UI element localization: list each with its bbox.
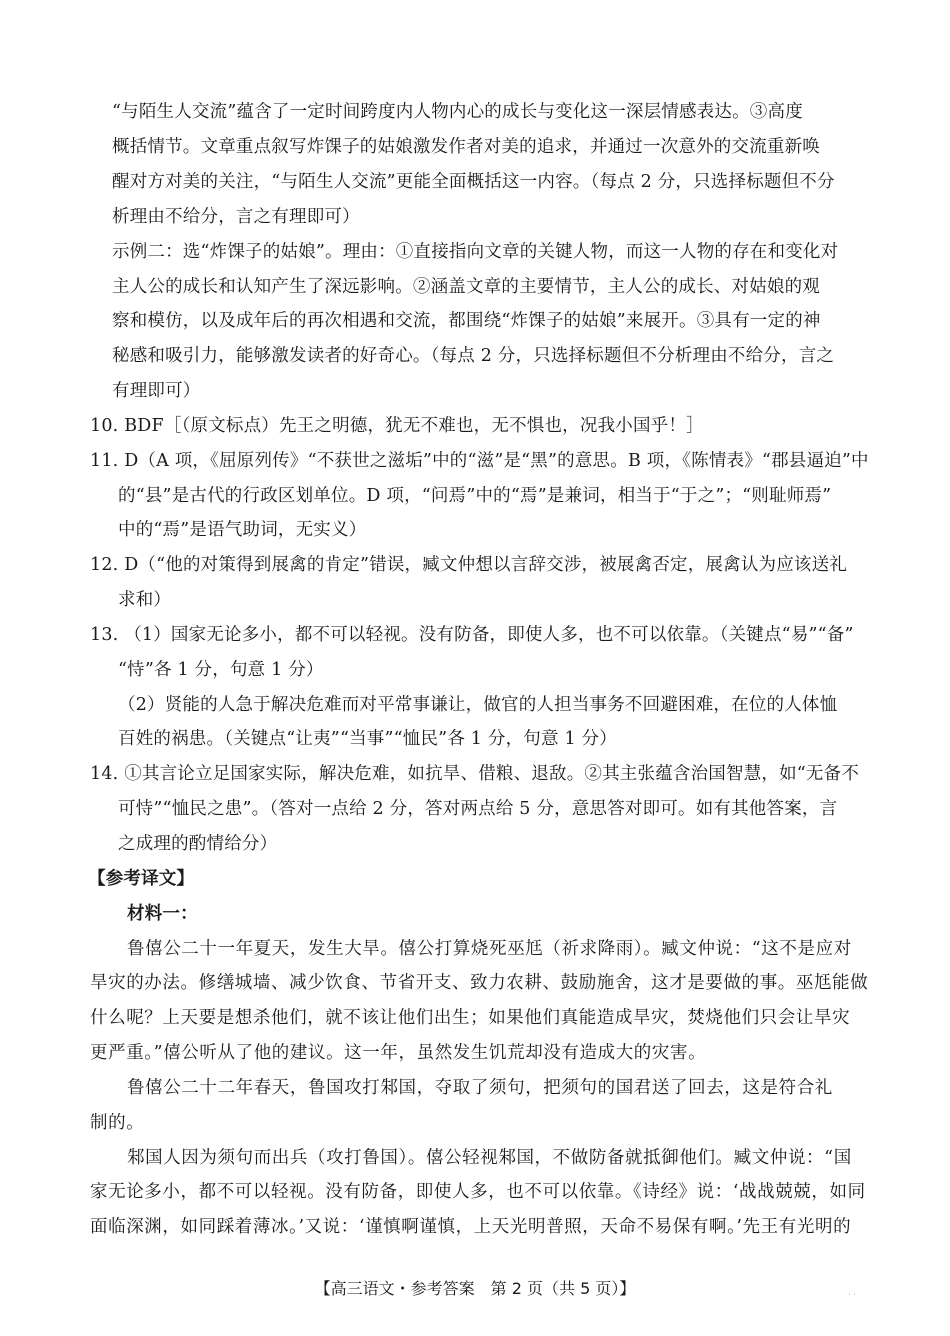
answer-12-line-1: 12. D（“他的对策得到展禽的肯定”错误，臧文仲想以言辞交涉，被展禽否定，展禽认为应该送礼 [90,555,848,575]
translation-para-2-line-2: 制的。 [90,1113,145,1133]
answer-13-line-3: （2）贤能的人急于解决危难而对平常事谦让，做官的人担当事务不回避困难，在位的人体恤 [118,695,838,715]
answer-13-line-1: 13. （1）国家无论多小，都不可以轻视。没有防备，即使人多，也不可以依靠。（关键点“易”“备” [90,625,854,645]
answer-12-line-2: 求和） [118,590,172,610]
translation-para-3-line-3: 面临深渊，如同踩着薄冰。’又说：‘谨慎啊谨慎，上天光明普照，天命不易保有啊。’先王有光明的 [90,1217,852,1237]
answer-10: 10. BDF［（原文标点）先王之明德，犹无不难也，无不惧也，况我小国乎！］ [90,416,704,436]
translation-para-1-line-4: 更严重。”僖公听从了他的建议。这一年，虽然发生饥荒却没有造成大的灾害。 [90,1043,707,1063]
translation-para-3-line-2: 家无论多小，都不可以轻视。没有防备，即使人多，也不可以依靠。《诗经》说：‘战战兢兢，如同 [90,1182,866,1202]
answer-14-line-3: 之成理的酌情给分） [118,834,278,854]
material-one-heading: 材料一： [127,904,198,924]
translation-para-1-line-2: 旱灾的办法。修缮城墙、减少饮食、节省开支、致力农耕、鼓励施舍，这才是要做的事。巫尪能做 [90,973,869,993]
line-2: 概括情节。文章重点叙写炸馃子的姑娘激发作者对美的追求，并通过一次意外的交流重新唤 [112,137,820,157]
translation-para-1-line-1: 鲁僖公二十一年夏天，发生大旱。僖公打算烧死巫尪（祈求降雨）。臧文仲说：“这不是应对 [127,939,852,959]
corner-mark: · · [848,1290,856,1299]
reference-translation-heading: 【参考译文】 [88,869,195,889]
translation-para-1-line-3: 什么呢？上天要是想杀他们，就不该让他们出生；如果他们真能造成旱灾，焚烧他们只会让旱灾 [90,1008,851,1028]
page-footer: 【高三语文・参考答案 第 2 页（共 5 页）】 [314,1279,636,1298]
answer-14-line-2: 可恃”“恤民之患”。（答对一点给 2 分，答对两点给 5 分，意思答对即可。如有其他答案，言 [118,799,838,819]
line-1: “与陌生人交流”蕴含了一定时间跨度内人物内心的成长与变化这一深层情感表达。③高度 [112,102,803,122]
line-8: 秘感和吸引力，能够激发读者的好奇心。（每点 2 分，只选择标题但不分析理由不给分，言之 [112,346,835,366]
answer-13-line-4: 百姓的祸患。（关键点“让夷”“当事”“恤民”各 1 分，句意 1 分） [118,729,617,749]
answer-11-line-3: 中的“焉”是语气助词，无实义） [118,520,367,540]
answer-14-line-1: 14. ①其言论立足国家实际，解决危难，如抗旱、借粮、退敌。②其主张蕴含治国智慧，如“无备不 [90,764,860,784]
translation-para-3-line-1: 邾国人因为须句而出兵（攻打鲁国）。僖公轻视邾国，不做防备就抵御他们。臧文仲说：“国 [127,1148,852,1168]
answer-11-line-2: 的“县”是古代的行政区划单位。D 项，“问焉”中的“焉”是兼词，相当于“于之”；“则耻师焉” [118,486,832,506]
line-3: 醒对方对美的关注，“与陌生人交流”更能全面概括这一内容。（每点 2 分，只选择标题但不分 [112,172,835,192]
answer-11-line-1: 11. D（A 项，《屈原列传》“不获世之滋垢”中的“滋”是“黑”的意思。B 项，《陈情表》“郡县逼迫”中 [90,451,869,471]
answer-13-line-2: “恃”各 1 分，句意 1 分） [118,660,324,680]
line-5: 示例二：选“炸馃子的姑娘”。理由：①直接指向文章的关键人物，而这一人物的存在和变化对 [112,242,839,262]
line-7: 察和模仿，以及成年后的再次相遇和交流，都围绕“炸馃子的姑娘”来展开。③具有一定的神 [112,311,821,331]
line-9: 有理即可） [112,381,201,401]
line-4: 析理由不给分，言之有理即可） [112,207,360,227]
line-6: 主人公的成长和认知产生了深远影响。②涵盖文章的主要情节，主人公的成长、对姑娘的观 [112,277,820,297]
translation-para-2-line-1: 鲁僖公二十二年春天，鲁国攻打邾国，夺取了须句，把须句的国君送了回去，这是符合礼 [127,1078,833,1098]
